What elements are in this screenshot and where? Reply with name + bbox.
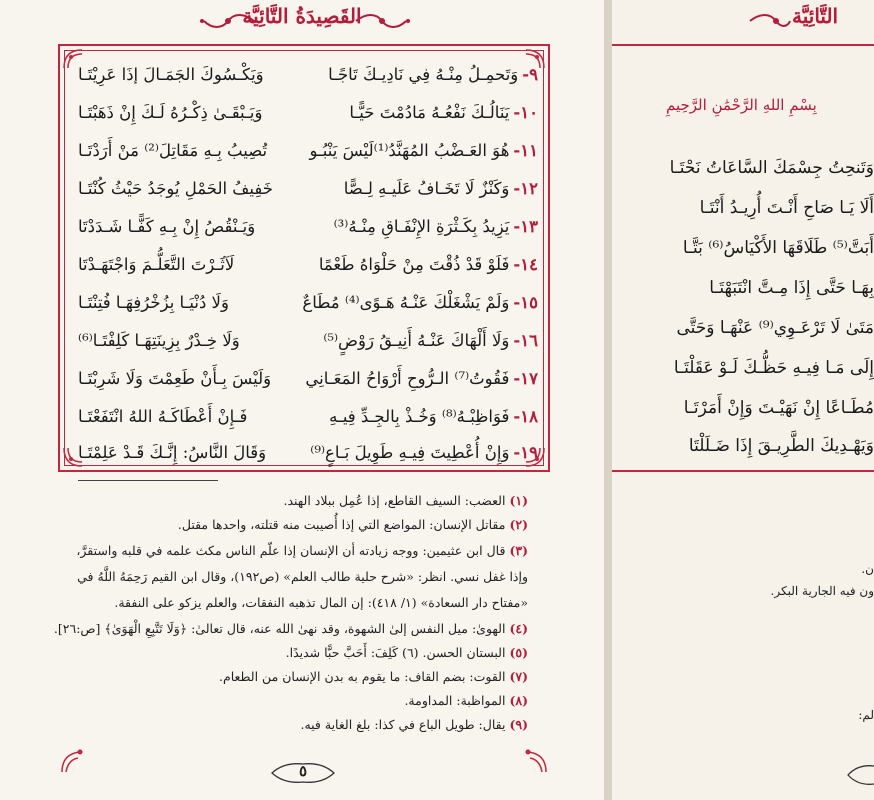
footnote-text: قال ابن عثيمين: ووجه زيادته أن الإنسان إذا علّم الناس مكث علمه في قلبه واستقرَّ،: [76, 543, 506, 558]
bottom-corner-ornament-icon: [60, 748, 86, 774]
verse-first-hemistich: وَإِنْ أُعْطِيتَ فِيـهِ طَوِيلَ بَـاعٍ⁽⁹⁾: [310, 442, 510, 462]
verse-first-hemistich: هُوَ العَـضْبُ المُهَنَّدُ⁽¹⁾لَيْسَ يَنْبُـو: [309, 140, 510, 160]
verse-number: ١٧-: [513, 368, 538, 388]
footnote-continuation: [68, 592, 528, 614]
bottom-corner-ornament-icon: [522, 748, 548, 774]
verse-row: [78, 96, 538, 128]
verse-number: ٩-: [522, 64, 538, 84]
verse-first-hemistich: وَلَمْ يَشْغَلْكَ عَنْـهُ هَـوًى⁽⁴⁾ مُطَاعٌ: [302, 292, 510, 312]
footnote-text: الهوىٰ: ميل النفس إلىٰ الشهوة، وقد نهىٰ الله عنه، قال تعالىٰ: ﴿وَلَا تَتَّبِعِ الْهَوَىٰ﴾ [ص:٢٦].: [53, 621, 506, 636]
verse-number: ١٦-: [513, 330, 538, 350]
verse-row: [78, 286, 538, 318]
footnote-number: (٣): [509, 543, 528, 558]
verse-number: ١٠-: [513, 102, 538, 122]
adjacent-verse-line: أَلَا يَـا صَاحِ أَنْـتَ أُرِيـدُ أَنْتَـا: [699, 198, 874, 218]
verse-second-hemistich: فَـإِنْ أَعْطَاكَـهُ اللهُ انْتَفَعْتَـا: [78, 406, 248, 426]
footnote: [68, 666, 528, 688]
running-title: القَصِيدَةُ التَّائِيَّة: [242, 4, 362, 28]
footnote-text: المواظبة: المداومة.: [404, 693, 506, 708]
footnote-separator: [78, 480, 218, 481]
verse-row: [78, 134, 538, 166]
footnote-number: (٢): [509, 517, 528, 532]
footnote-text: العضب: السيف القاطع، إذا عُمِل ببلاد الهند.: [283, 493, 506, 508]
adjacent-footnote: ن.: [861, 562, 874, 576]
footnote-text: مقاتل الإنسان: المواضع التي إذا أُصيبت منه قتلته، واحدها مقتل.: [177, 517, 506, 532]
verse-first-hemistich: فَقُوتُ⁽⁷⁾ الـرُّوحِ أَرْوَاحُ المَعَـانِي: [305, 368, 510, 388]
page-number: ٥: [298, 762, 308, 780]
footnote: [53, 618, 528, 640]
verse-second-hemistich: وَيَـنْقُصُ إِنْ بِـهِ كَفًّـا شَـدَدْتَا: [78, 216, 256, 236]
verse-first-hemistich: فَلَوْ قَدْ ذُقْتَ مِنْ حَلْوَاهُ طَعْمًا: [318, 254, 510, 274]
adjacent-verse-line: أَبَتَّ⁽⁵⁾ طَلَاقَهَا الأَكْيَاسُ⁽⁶⁾ بَتَّـا: [682, 238, 874, 258]
verse-second-hemistich: لَآثَـرْتَ التَّعَلُّـمَ وَاجْتَهَـدْتَا: [78, 254, 235, 274]
footnote-number: (٩): [509, 717, 528, 732]
adjacent-verse-line: مُطَـاعًا إِنْ نَهَيْـتَ وَإِنْ أَمَرْتَـا: [683, 398, 874, 418]
verse-row: [78, 400, 538, 432]
footnote: [68, 514, 528, 536]
adjacent-verse-line: بِهَـا حَتَّى إِذَا مِـتَّ انْتَبَهْتَـا: [709, 278, 874, 298]
verse-number: ١٨-: [513, 406, 538, 426]
adjacent-verse-line: وَتَنحِتُ جِسْمَكَ السَّاعَاتُ نَحْتَـا: [669, 158, 874, 178]
verse-number: ١٢-: [513, 178, 538, 198]
verse-row: [78, 58, 538, 90]
footnote: [68, 490, 528, 512]
verse-second-hemistich: خَفِيفُ الحَمْلِ يُوجَدُ حَيْثُ كُنْتَـا: [78, 178, 273, 198]
verse-row: [78, 248, 538, 280]
footnote-text: وإذا غفل نسي. انظر: «شرح حلية طالب العلم» (ص١٩٢)، وقال ابن القيم رَحِمَهُ اللَّهُ في: [77, 569, 528, 584]
verse-row: [78, 324, 538, 356]
footnote-number: (١): [509, 493, 528, 508]
verse-first-hemistich: فَوَاظِبْـهُ⁽⁸⁾ وَخُـذْ بِالجِـدِّ فِيـهِ: [329, 406, 510, 426]
verse-row: [78, 436, 538, 468]
verse-first-hemistich: يَنَالُـكَ نَفْعُـهُ مَادُمْتَ حَيًّـا: [349, 102, 510, 122]
footnote: [68, 690, 528, 712]
verse-second-hemistich: تُصِيبُ بِـهِ مَقَاتِلَ⁽²⁾ مَنْ أَرَدْتَـا: [78, 140, 268, 160]
verse-row: [78, 172, 538, 204]
verse-number: ١٣-: [513, 216, 538, 236]
verse-row: [78, 210, 538, 242]
verse-first-hemistich: وَكَنْزٌ لَا تَخَـافُ عَلَيـهِ لِـصًّا: [343, 178, 510, 198]
footnote: [68, 642, 528, 664]
footnote-text: يقال: طويل الباع في كذا: بلغ الغاية فيه.: [300, 717, 506, 732]
adjacent-footnote: لم:: [858, 708, 874, 722]
verse-first-hemistich: وَلَا أَلْهَاكَ عَنْـهُ أَنِيـقُ رَوْضٍ⁽⁵⁾: [323, 330, 510, 350]
adjacent-running-title: التَّائِيَّة: [792, 4, 839, 28]
verse-row: [78, 362, 538, 394]
verse-number: ١٩-: [513, 442, 538, 462]
verse-first-hemistich: وَتَحمِـلُ مِنْـهُ فِي نَادِيـكَ تَاجًـا: [328, 64, 519, 84]
page-number-badge: [268, 760, 338, 786]
verse-second-hemistich: وَيَكْـسُوكَ الجَمَـالَ إذَا عَرِيْتَـا: [78, 64, 264, 84]
adjacent-footnote: ون فيه الجارية البكر.: [770, 584, 874, 598]
title-ornament-right: [354, 12, 414, 30]
verse-number: ١٥-: [513, 292, 538, 312]
verse-number: ١١-: [513, 140, 538, 160]
title-ornament-icon: [748, 12, 792, 30]
footnote-number: (٨): [509, 693, 528, 708]
footnote-continuation: [68, 566, 528, 588]
verse-second-hemistich: وَلَيْسَ بِـأَنْ طَعِمْتَ وَلَا شَرِبْتَـا: [78, 368, 272, 388]
adjacent-verse-line: مَتَىٰ لَا تَرْعَـوِي⁽⁹⁾ عَنْهَـا وَحَتَّى: [676, 318, 874, 338]
adjacent-verse-line: وَيَهْـدِيكَ الطَّرِيـقَ إِذَا ضَـلَلْتَا: [688, 436, 874, 456]
verse-number: ١٤-: [513, 254, 538, 274]
footnote-number: (٥): [509, 645, 528, 660]
basmala: بِسْمِ اللهِ الرَّحْمَٰنِ الرَّحِيمِ: [666, 96, 817, 114]
footnote-text: «مفتاح دار السعادة» (١/ ٤١٨): إن المال تذهبه النفقات، والعلم يزكو على النفقة.: [114, 595, 528, 610]
footnote: [68, 714, 528, 736]
verse-second-hemistich: وَيَـبْقَـىٰ ذِكْـرُهُ لَـكَ إِنْ ذَهَبْتَـا: [78, 102, 263, 122]
verse-first-hemistich: يَزِيدُ بِكَـثْرَةِ الإِنْفَـاقِ مِنْـهُ⁽³⁾: [333, 216, 510, 236]
adjacent-verse-line: إِلَى مَـا فِيـهِ حَظُّـكَ لَـوْ عَقَلْتَـا: [673, 358, 874, 378]
footnote-number: (٤): [509, 621, 528, 636]
verse-second-hemistich: وَقَالَ النَّاسُ: إِنَّـكَ قَـدْ عَلِمْتَـا: [78, 442, 267, 462]
footnote-text: البستان الحسن. (٦) كَلِفَ: أَحَبَّ حبًّا شديدًا.: [285, 645, 506, 660]
footnote: [68, 540, 528, 562]
page-number-frame-icon: [840, 762, 874, 788]
footnote-number: (٧): [509, 669, 528, 684]
verse-second-hemistich: وَلَا خِـدْرٌ بِزِينَتِهَـا كَلِفْتَـا⁽⁶⁾: [78, 330, 240, 350]
verse-second-hemistich: وَلَا دُنْيَـا بِزُخْرُفِهَـا فُتِنْتَـا: [78, 292, 229, 312]
adjacent-page: [612, 0, 874, 800]
footnote-text: القوت: بضم القاف: ما يقوم به بدن الإنسان من الطعام.: [219, 669, 506, 684]
